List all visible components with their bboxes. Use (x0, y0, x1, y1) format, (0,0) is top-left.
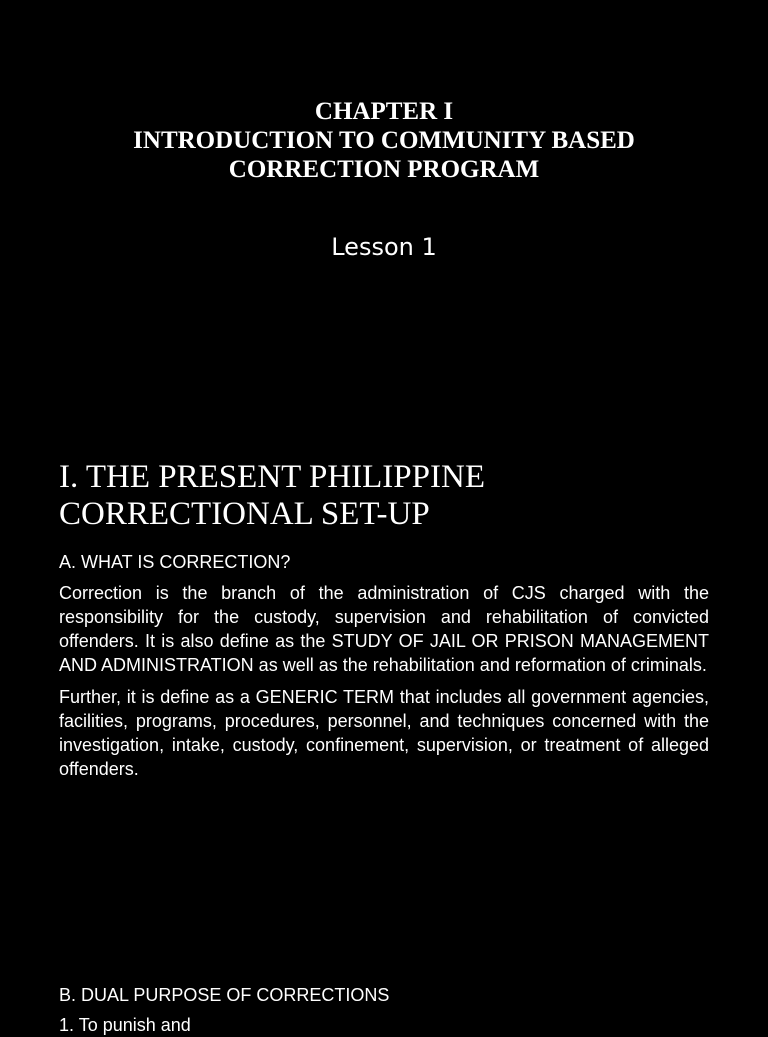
chapter-heading (0, 97, 768, 184)
section-title-line-2: CORRECTIONAL SET-UP (59, 496, 430, 532)
chapter-title-line-2: CORRECTION PROGRAM (228, 156, 540, 183)
subheading-dual-purpose: B. DUAL PURPOSE OF CORRECTIONS (59, 985, 390, 1005)
section-title-line-1: I. THE PRESENT PHILIPPINE (59, 459, 485, 495)
chapter-title-line-1: INTRODUCTION TO COMMUNITY BASED (133, 127, 635, 154)
subheading-what-is-correction: A. WHAT IS CORRECTION? (59, 552, 291, 572)
chapter-label: CHAPTER I (314, 98, 454, 125)
section-content (59, 550, 709, 789)
section-title (59, 459, 719, 533)
paragraph-generic-term: Further, it is define as a GENERIC TERM that includes all government agencies, facilities, programs, procedures, personnel, and techniques concerned with the investigation, intake, custody, confinement, supervision, or treatment of alleged offenders. (59, 687, 709, 779)
paragraph-definition: Correction is the branch of the administration of CJS charged with the responsibility for the custody, supervision and rehabilitation of convicted offenders. It is also define as the STUDY OF JAIL OR PRISON MANAGEMENT AND ADMINISTRATION as well as the rehabilitation and reformation of criminals. (59, 583, 709, 675)
slide-correctional-setup (0, 455, 768, 1035)
list-item-1: 1. To punish and (59, 1015, 191, 1035)
lesson-label: Lesson 1 (331, 233, 437, 261)
slide-chapter-intro (0, 0, 768, 420)
